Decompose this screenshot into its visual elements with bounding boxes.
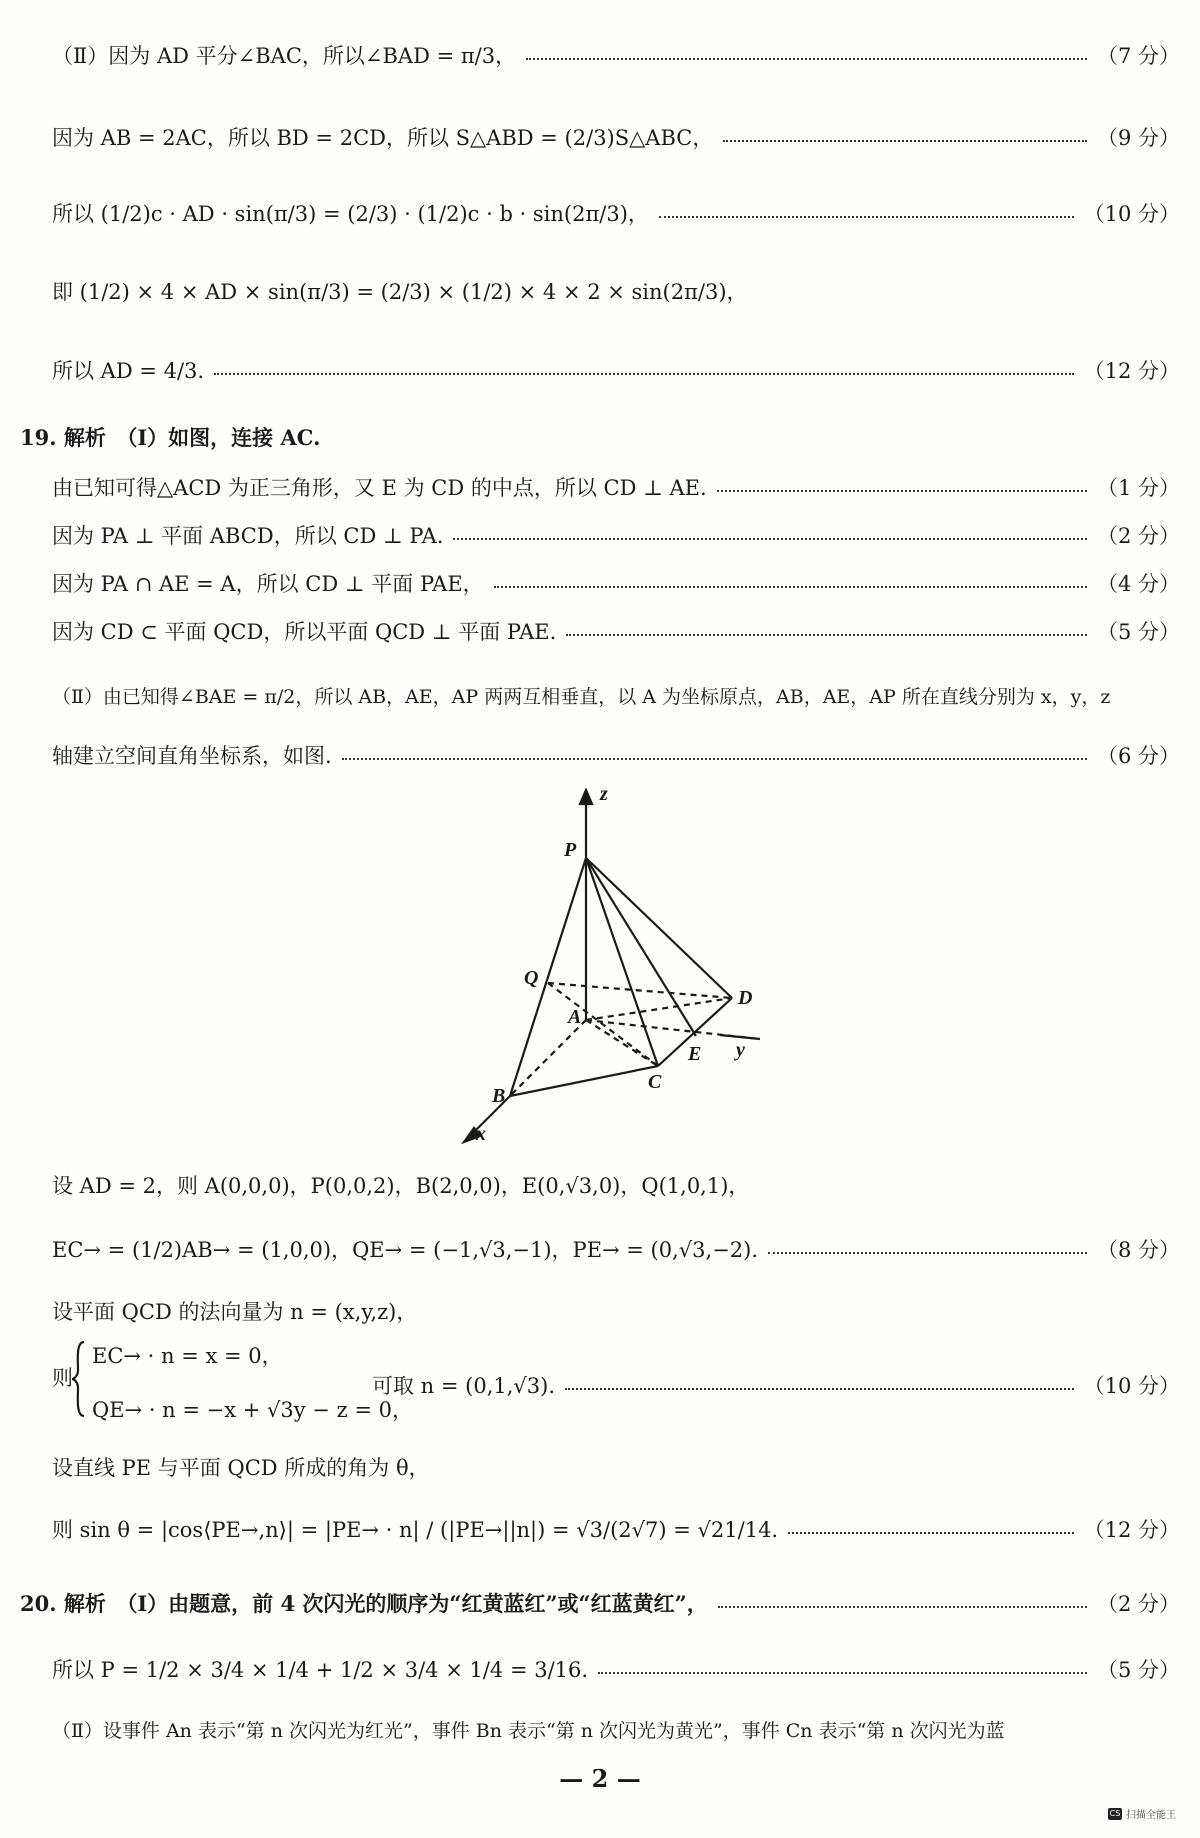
line-10 xyxy=(52,616,1180,646)
leader-dots xyxy=(659,216,1074,218)
line-14 xyxy=(52,1234,1180,1264)
line-text: 20. 解析 （Ⅰ）由题意，前 4 次闪光的顺序为“红黄蓝红”或“红蓝黄红”， xyxy=(20,1591,708,1616)
label-A: A xyxy=(568,1006,582,1028)
line-3 xyxy=(52,198,1180,228)
line-8 xyxy=(52,520,1180,550)
leader-dots xyxy=(788,1532,1073,1534)
line-20 xyxy=(52,1514,1180,1544)
scanner-text: 扫描全能王 xyxy=(1126,1810,1176,1821)
leader-dots xyxy=(718,1606,1087,1608)
line-19 xyxy=(52,1452,1180,1482)
line-text: 设 AD = 2，则 A(0,0,0)，P(0,0,2)，B(2,0,0)，E(0,√3,0)，Q(1,0,1)， xyxy=(52,1174,750,1198)
label-P: P xyxy=(564,839,577,861)
leader-dots xyxy=(723,140,1087,142)
leader-dots xyxy=(566,634,1087,636)
leader-dots xyxy=(598,1672,1087,1674)
edge-PC xyxy=(586,858,658,1066)
line-text: 所以 AD = 4/3. xyxy=(52,359,205,383)
leader-dots xyxy=(342,758,1087,760)
page-number: — 2 — xyxy=(559,1764,641,1793)
leader-dots xyxy=(214,373,1073,375)
score: （8 分） xyxy=(1096,1238,1180,1262)
line-text: （Ⅱ）因为 AD 平分∠BAC，所以∠BAD = π/3， xyxy=(52,44,517,68)
score: （4 分） xyxy=(1096,572,1180,596)
label-D: D xyxy=(738,987,753,1009)
label-y: y xyxy=(736,1039,745,1061)
leader-dots xyxy=(494,586,1087,588)
score: （2 分） xyxy=(1096,524,1180,548)
line-12 xyxy=(52,740,1180,770)
edge-BC xyxy=(510,1066,658,1096)
line-text: 即 (1/2) × 4 × AD × sin(π/3) = (2/3) × (1/2) × 4 × 2 × sin(2π/3)， xyxy=(52,280,748,304)
line-text: 由已知可得△ACD 为正三角形，又 E 为 CD 的中点，所以 CD ⊥ AE. xyxy=(52,476,707,500)
label-E: E xyxy=(688,1043,702,1065)
line-1 xyxy=(52,40,1180,70)
line-text: 所以 (1/2)c · AD · sin(π/3) = (2/3) · (1/2)c · b · sin(2π/3)， xyxy=(52,202,649,226)
edge-QD xyxy=(548,983,732,998)
score: （7 分） xyxy=(1096,44,1180,68)
edge-QC xyxy=(548,983,658,1066)
line-text: EC→ · n = x = 0， xyxy=(92,1344,283,1368)
edge-PB xyxy=(510,858,586,1096)
score: （5 分） xyxy=(1096,620,1180,644)
line-text: 19. 解析 （Ⅰ）如图，连接 AC. xyxy=(20,425,321,450)
score: （1 分） xyxy=(1096,476,1180,500)
line-text: （Ⅱ）设事件 An 表示“第 n 次闪光为红光”，事件 Bn 表示“第 n 次闪光为黄光”，事件 Cn 表示“第 n 次闪光为蓝 xyxy=(52,1720,1005,1742)
brace-icon xyxy=(70,1340,86,1418)
line-text: （Ⅱ）由已知得∠BAE = π/2，所以 AB，AE，AP 两两互相垂直，以 A 为坐标原点，AB，AE，AP 所在直线分别为 x，y，z xyxy=(52,686,1111,708)
label-x: x xyxy=(476,1123,486,1145)
line-7 xyxy=(52,472,1180,502)
line-text: 因为 CD ⊂ 平面 QCD，所以平面 QCD ⊥ 平面 PAE. xyxy=(52,620,557,644)
label-B: B xyxy=(492,1085,506,1107)
eq-2 xyxy=(92,1394,413,1424)
line-4 xyxy=(52,276,1180,306)
line-text: 则 xyxy=(52,1366,73,1390)
label-C: C xyxy=(648,1071,662,1093)
q19-heading xyxy=(20,422,1180,452)
leader-dots xyxy=(453,538,1087,540)
leader-dots xyxy=(768,1252,1087,1254)
line-text: 可取 n = (0,1,√3). xyxy=(372,1374,556,1398)
line-13 xyxy=(52,1170,1180,1200)
score: （10 分） xyxy=(1083,202,1180,226)
line-normal-vector xyxy=(372,1370,1180,1400)
leader-dots xyxy=(717,490,1087,492)
label-Q: Q xyxy=(524,967,539,989)
line-5 xyxy=(52,355,1180,385)
score: （9 分） xyxy=(1096,126,1180,150)
score: （10 分） xyxy=(1083,1374,1180,1398)
scanner-logo-icon: CS xyxy=(1109,1808,1121,1818)
line-text: 因为 PA ∩ AE = A，所以 CD ⊥ 平面 PAE， xyxy=(52,572,484,596)
label-z: z xyxy=(600,788,608,805)
pyramid-figure xyxy=(440,788,810,1148)
line-text: 所以 P = 1/2 × 3/4 × 1/4 + 1/2 × 3/4 × 1/4 = 3/16. xyxy=(52,1658,589,1682)
line-15 xyxy=(52,1296,1180,1326)
line-text: 设平面 QCD 的法向量为 n = (x,y,z)， xyxy=(52,1300,418,1324)
line-9 xyxy=(52,568,1180,598)
leader-dots xyxy=(565,1388,1074,1390)
line-text: 因为 AB = 2AC，所以 BD = 2CD，所以 S△ABD = (2/3)S△ABC， xyxy=(52,126,714,150)
z-arrow xyxy=(580,790,592,804)
line-2 xyxy=(52,122,1180,152)
leader-dots xyxy=(526,58,1087,60)
score: （12 分） xyxy=(1083,1518,1180,1542)
score: （12 分） xyxy=(1083,359,1180,383)
score: （5 分） xyxy=(1096,1658,1180,1682)
score: （2 分） xyxy=(1096,1592,1180,1616)
score: （6 分） xyxy=(1096,744,1180,768)
line-text: 因为 PA ⊥ 平面 ABCD，所以 CD ⊥ PA. xyxy=(52,524,444,548)
line-11 xyxy=(52,682,1180,709)
line-text: 则 sin θ = |cos⟨PE→,n⟩| = |PE→ · n| / (|PE→||n|) = √3/(2√7) = √21/14. xyxy=(52,1518,779,1542)
line-23 xyxy=(52,1716,1180,1743)
line-text: 设直线 PE 与平面 QCD 所成的角为 θ， xyxy=(52,1456,430,1480)
line-text: EC→ = (1/2)AB→ = (1,0,0)，QE→ = (−1,√3,−1)，PE→ = (0,√3,−2). xyxy=(52,1238,759,1262)
line-text: QE→ · n = −x + √3y − z = 0， xyxy=(92,1398,413,1422)
q20-heading xyxy=(20,1588,1180,1618)
scanner-watermark xyxy=(1108,1806,1176,1821)
line-text: 轴建立空间直角坐标系，如图. xyxy=(52,744,332,768)
eq-1 xyxy=(92,1340,283,1370)
line-22 xyxy=(52,1654,1180,1684)
